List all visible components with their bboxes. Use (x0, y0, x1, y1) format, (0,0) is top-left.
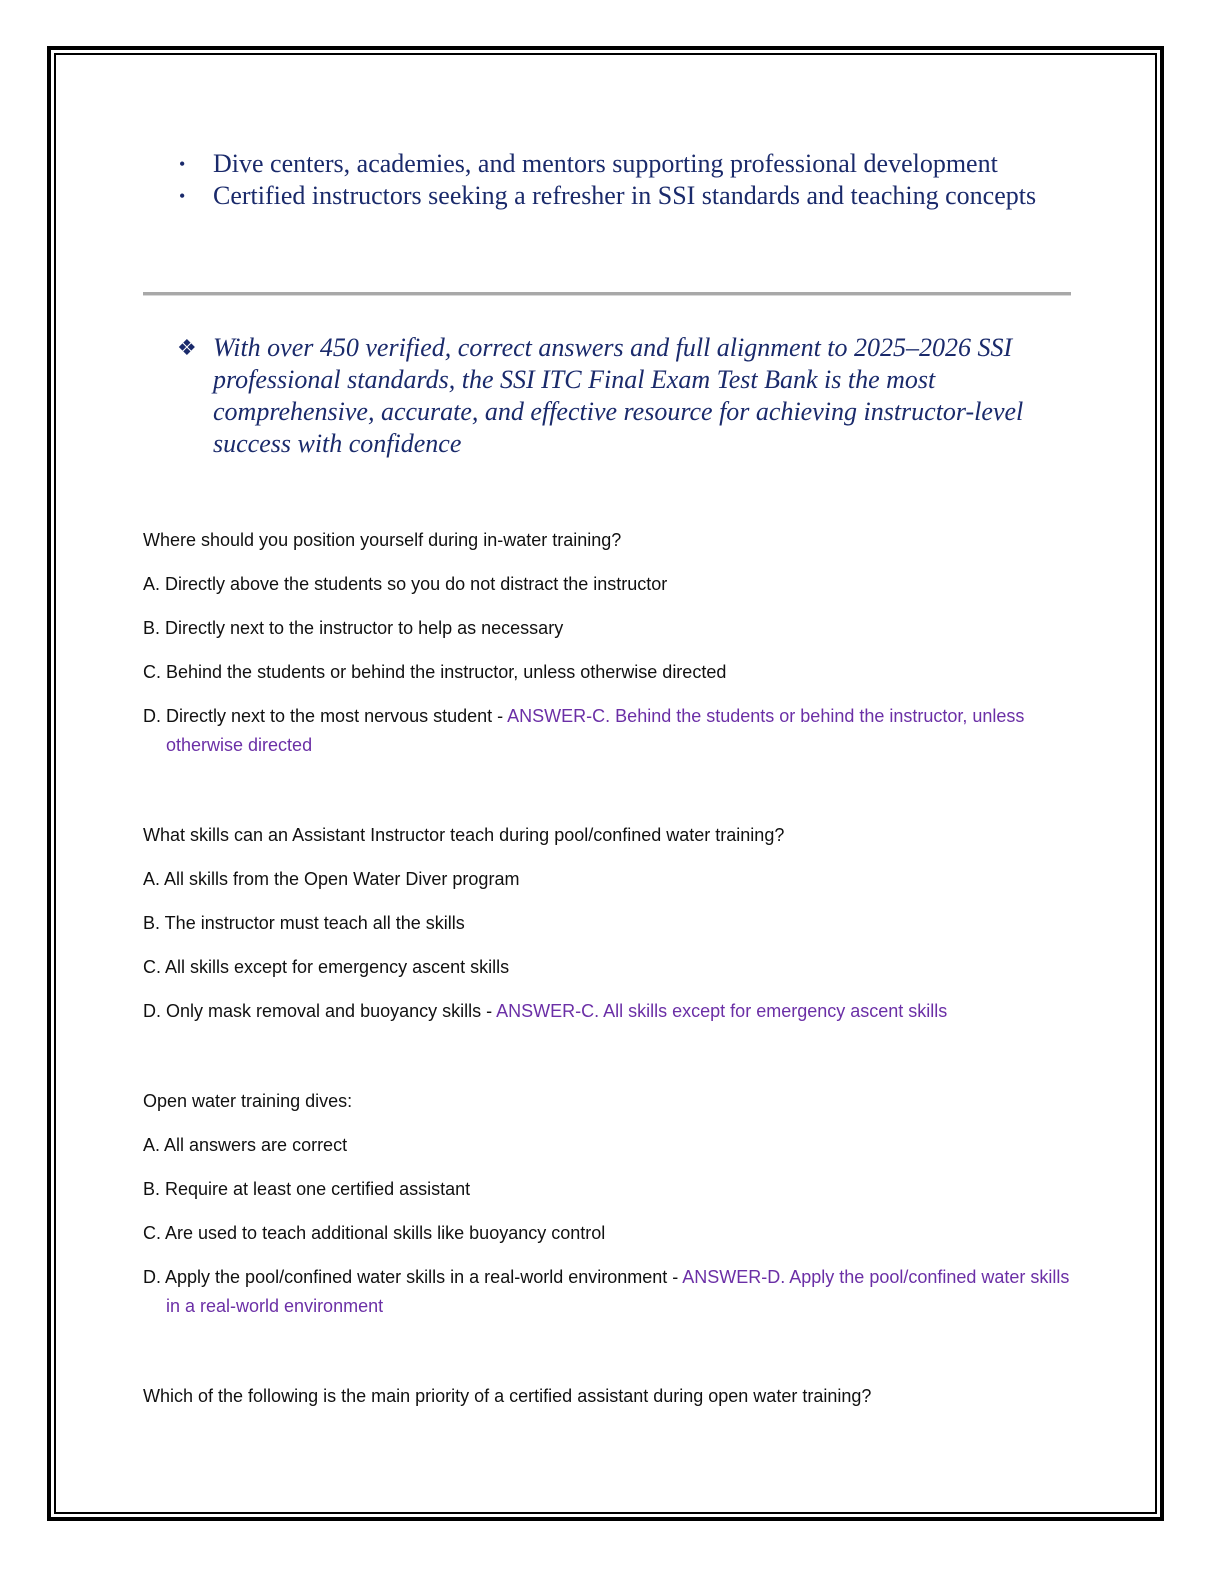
question-block-2 (143, 821, 1083, 1041)
list-item (175, 180, 1055, 212)
option-c: C. All skills except for emergency ascent skills (143, 957, 510, 977)
option-b: B. Require at least one certified assistant (143, 1179, 471, 1199)
question-text: What skills can an Assistant Instructor teach during pool/confined water training? (143, 825, 785, 845)
bullet-icon: • (179, 186, 186, 206)
option-d (143, 1263, 1083, 1321)
option-a: A. Directly above the students so you do not distract the instructor (143, 574, 668, 594)
option-b: B. The instructor must teach all the skills (143, 913, 465, 933)
list-item-text: Certified instructors seeking a refresher in SSI standards and teaching concepts (213, 181, 1037, 210)
question-block-3 (143, 1087, 1083, 1336)
highlight-text: With over 450 verified, correct answers and full alignment to 2025–2026 SSI professional standards, the SSI ITC Final Exam Test Bank is the most comprehensive, accurate, and effective resource for achieving instructor-level success with confidence (213, 333, 1024, 458)
audience-list (175, 148, 1055, 212)
option-d (143, 997, 1083, 1026)
list-item-text: Dive centers, academies, and mentors supporting professional development (213, 149, 998, 178)
question-block-1 (143, 526, 1083, 775)
question-text: Open water training dives: (143, 1091, 353, 1111)
question-text: Which of the following is the main priority of a certified assistant during open water training? (143, 1386, 872, 1406)
list-item (175, 148, 1055, 180)
answer-text: ANSWER-C. Behind the students or behind the instructor, unless otherwise directed (166, 706, 1025, 755)
option-a: A. All skills from the Open Water Diver program (143, 869, 520, 889)
highlight-statement (175, 332, 1075, 460)
option-b: B. Directly next to the instructor to help as necessary (143, 618, 564, 638)
bullet-icon: • (179, 154, 186, 174)
answer-text: ANSWER-D. Apply the pool/confined water skills in a real-world environment (166, 1267, 1070, 1316)
answer-text: ANSWER-C. All skills except for emergency ascent skills (496, 1001, 948, 1021)
option-c: C. Are used to teach additional skills like buoyancy control (143, 1223, 606, 1243)
option-d (143, 702, 1083, 760)
option-c: C. Behind the students or behind the instructor, unless otherwise directed (143, 662, 727, 682)
question-text: Where should you position yourself during in-water training? (143, 530, 622, 550)
option-d-text: D. Only mask removal and buoyancy skills - (143, 1001, 497, 1021)
diamond-bullet-icon: ❖ (177, 335, 197, 360)
option-d-text: D. Apply the pool/confined water skills in a real-world environment - (143, 1267, 683, 1287)
option-d-text: D. Directly next to the most nervous student - (143, 706, 508, 726)
horizontal-divider (143, 292, 1071, 296)
question-block-4 (143, 1382, 1083, 1426)
option-a: A. All answers are correct (143, 1135, 348, 1155)
